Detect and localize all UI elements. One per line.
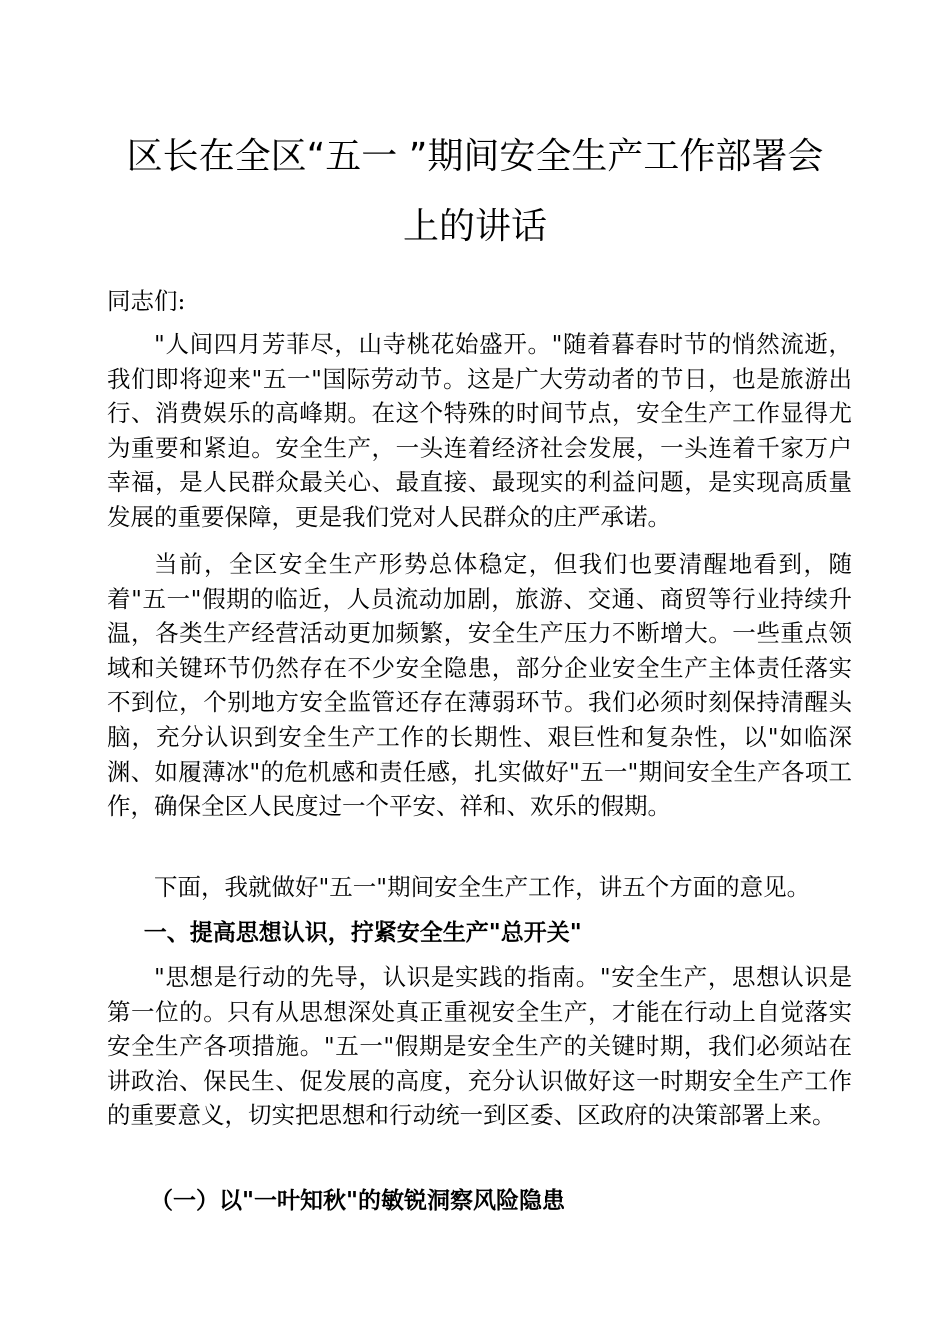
salutation: 同志们:: [107, 287, 186, 315]
subsection-heading-1: （一）以"一叶知秋"的敏锐洞察风险隐患: [150, 1188, 565, 1214]
document-title-line-1: 区长在全区“五一 ”期间安全生产工作部署会: [126, 136, 824, 177]
section-heading-1: 一、提高思想认识，拧紧安全生产"总开关": [143, 920, 582, 946]
paragraph-4: "思想是行动的先导，认识是实践的指南。"安全生产，思想认识是第一位的。只有从思想深处真正重视安全生产，才能在行动上自觉落实安全生产各项措施。"五一"假期是安全生产的关键时期，我们必须站在讲政治、保民生、促发展的高度，充分认识做好这一时期安全生产工作的重要意义，切实把思想和行动统一到区委、区政府的决策部署上来。: [107, 963, 852, 1130]
document-title-line-2: 上的讲话: [402, 206, 547, 247]
paragraph-1: "人间四月芳菲尽，山寺桃花始盛开。"随着暮春时节的悄然流逝，我们即将迎来"五一"国际劳动节。这是广大劳动者的节日，也是旅游出行、消费娱乐的高峰期。在这个特殊的时间节点，安全生产工作显得尤为重要和紧迫。安全生产，一头连着经济社会发展，一头连着千家万户幸福，是人民群众最关心、最直接、最现实的利益问题，是实现高质量发展的重要保障，更是我们党对人民群众的庄严承诺。: [107, 330, 852, 531]
paragraph-3: 下面，我就做好"五一"期间安全生产工作，讲五个方面的意见。: [154, 873, 811, 901]
paragraph-2: 当前，全区安全生产形势总体稳定，但我们也要清醒地看到，随着"五一"假期的临近，人员流动加剧，旅游、交通、商贸等行业持续升温，各类生产经营活动更加频繁，安全生产压力不断增大。一些重点领域和关键环节仍然存在不少安全隐患，部分企业安全生产主体责任落实不到位，个别地方安全监管还存在薄弱环节。我们必须时刻保持清醒头脑，充分认识到安全生产工作的长期性、艰巨性和复杂性，以"如临深渊、如履薄冰"的危机感和责任感，扎实做好"五一"期间安全生产各项工作，确保全区人民度过一个平安、祥和、欢乐的假期。: [107, 550, 852, 821]
